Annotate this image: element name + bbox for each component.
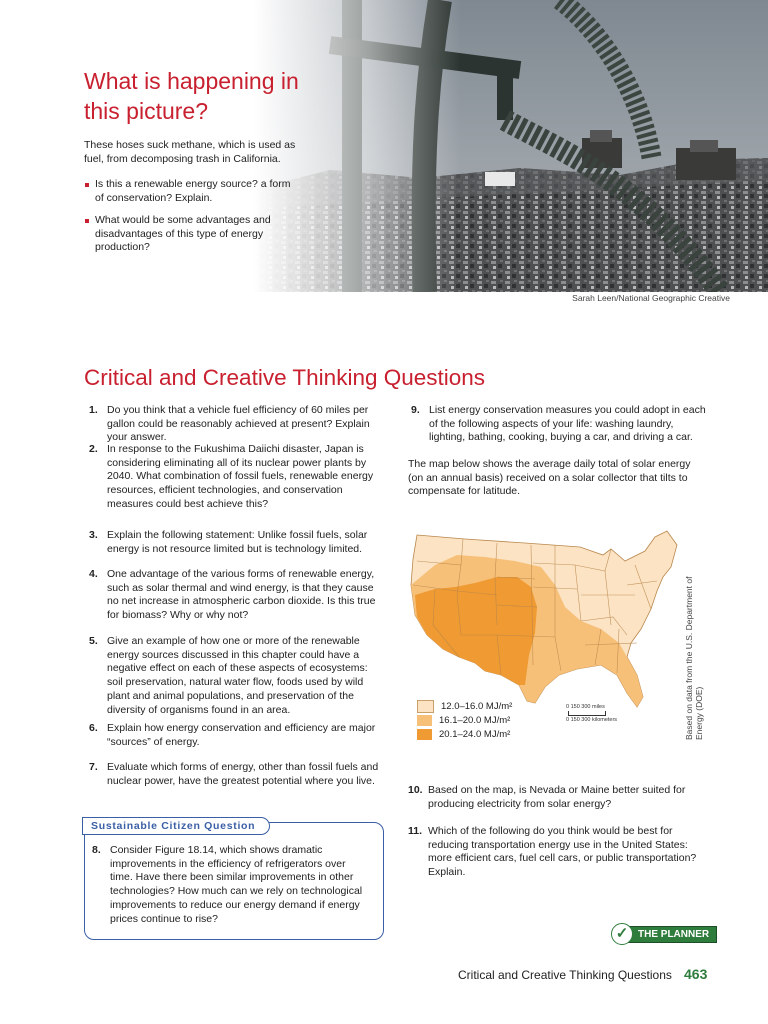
question-text: Explain how energy conservation and efficiency are major “sources” of energy. — [107, 722, 376, 748]
footer-title: Critical and Creative Thinking Questions — [458, 968, 672, 982]
legend-item — [417, 727, 512, 741]
question-number: 7. — [89, 761, 98, 773]
question-4 — [89, 568, 385, 623]
intro-title: What is happening in this picture? — [84, 68, 299, 124]
list-item: What would be some advantages and disadvantages of this type of energy production? — [84, 214, 294, 255]
question-text: List energy conservation measures you could adopt in each of the following aspects of your life: washing laundry, lighting, bathing, cooking, buying a car, and driving a car. — [429, 404, 706, 444]
question-text: Consider Figure 18.14, which shows dramatic improvements in the efficiency of refrigerators over time. Have there been similar improvements in other technologies? How much can we rely on technological improvements to reduce our energy demand if energy prices continue to rise? — [110, 844, 363, 925]
legend-label: 16.1–20.0 MJ/m² — [439, 714, 511, 726]
list-item: Is this a renewable energy source? a form of conservation? Explain. — [84, 178, 294, 205]
question-number: 5. — [89, 635, 98, 647]
planner-badge[interactable] — [611, 923, 717, 945]
legend-swatch — [417, 700, 434, 713]
question-text: Explain the following statement: Unlike fossil fuels, solar energy is not resource limited but is technology limited. — [107, 529, 368, 555]
question-number: 1. — [89, 404, 98, 416]
legend-label: 20.1–24.0 MJ/m² — [439, 728, 511, 740]
question-10 — [408, 784, 708, 811]
map-legend — [417, 699, 512, 741]
intro-text: These hoses suck methane, which is used as fuel, from decomposing trash in California. — [84, 139, 296, 165]
map-scale — [566, 704, 617, 723]
legend-item — [417, 699, 512, 713]
question-8 — [92, 844, 370, 926]
question-text: Evaluate which forms of energy, other than fossil fuels and nuclear power, have the greatest potential where you live. — [107, 761, 379, 787]
intro-bullets — [84, 178, 294, 264]
page-number: 463 — [684, 966, 708, 982]
question-number: 10. — [408, 784, 423, 796]
map-source: Based on data from the U.S. Department of Energy (DOE) — [684, 576, 704, 740]
photo-credit: Sarah Leen/National Geographic Creative — [572, 293, 730, 303]
legend-item — [417, 713, 512, 727]
question-number: 8. — [92, 844, 101, 856]
question-number: 4. — [89, 568, 98, 580]
legend-label: 12.0–16.0 MJ/m² — [441, 700, 513, 712]
question-text: Which of the following do you think would be best for reducing transportation energy use in the United States: more efficient cars, fuel cell cars, or public transportation? Explain. — [428, 825, 697, 879]
sustainable-citizen-label: Sustainable Citizen Question — [82, 817, 270, 835]
question-text: Do you think that a vehicle fuel efficiency of 60 miles per gallon could be reasonably achieved at present? Explain your answer. — [107, 404, 370, 444]
question-number: 3. — [89, 529, 98, 541]
question-number: 9. — [411, 404, 420, 416]
legend-swatch — [417, 729, 432, 740]
question-number: 6. — [89, 722, 98, 734]
planner-label: THE PLANNER — [623, 926, 717, 943]
question-7 — [89, 761, 385, 788]
question-number: 2. — [89, 443, 98, 455]
question-6 — [89, 722, 385, 749]
question-3 — [89, 529, 385, 556]
scale-line — [568, 711, 606, 716]
checkmark-icon: ✓ — [611, 923, 633, 945]
question-text: In response to the Fukushima Daiichi disaster, Japan is considering eliminating all of its nuclear power plants by 2040. What combination of fossil fuels, renewable energy resources, efficient technologies, and conservation measures could best achieve this? — [107, 443, 374, 510]
question-9 — [411, 404, 711, 445]
legend-swatch — [417, 715, 432, 726]
question-1 — [89, 404, 385, 445]
map-intro: The map below shows the average daily total of solar energy (on an annual basis) received on a solar collector that tilts to compensate for latitude. — [408, 458, 691, 498]
question-text: One advantage of the various forms of renewable energy, such as solar thermal and wind energy, is that they cause no net increase in atmospheric carbon dioxide. Is this true for biomass? Why or why not? — [107, 568, 376, 622]
question-11 — [408, 825, 708, 880]
question-5 — [89, 635, 385, 717]
question-text: Based on the map, is Nevada or Maine better suited for producing electricity from solar energy? — [428, 784, 686, 810]
section-title: Critical and Creative Thinking Questions — [84, 365, 486, 390]
question-number: 11. — [408, 825, 423, 837]
question-text: Give an example of how one or more of the renewable energy sources discussed in this chapter could have a negative effect on each of these aspects of ecosystems: soil preservation, natural water flow, foods used by wild plant and animal populations, and preservation of the diversity of organisms found in an area. — [107, 635, 368, 716]
question-2 — [89, 443, 385, 512]
scale-miles: 0 150 300 miles — [566, 704, 605, 710]
scale-km: 0 150 300 kilometers — [566, 717, 618, 723]
